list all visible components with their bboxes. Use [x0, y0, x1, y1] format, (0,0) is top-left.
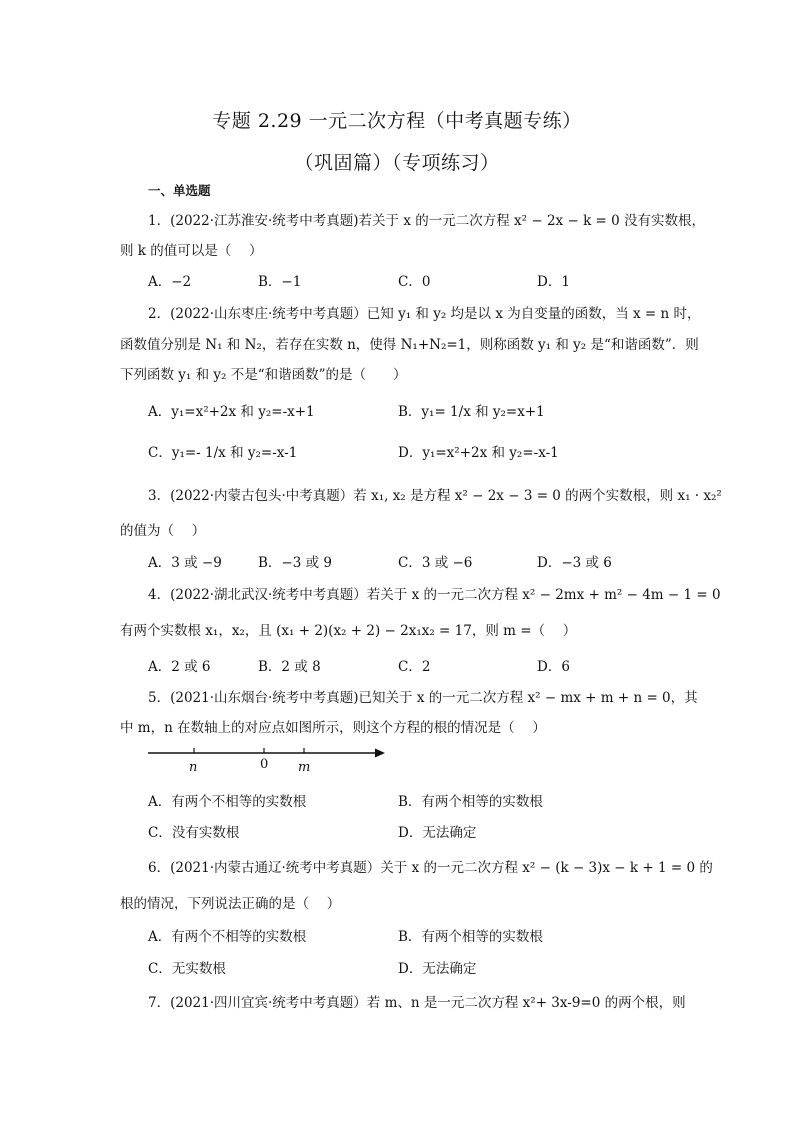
document-subtitle: （巩固篇）（专项练习） [294, 152, 500, 174]
question-4-option-c: C．2 [398, 659, 431, 675]
question-3-option-a: A．3 或 −9 [148, 555, 222, 571]
question-7-line-1: 7．(2021·四川宜宾·统考中考真题）若 m、n 是一元二次方程 x²+ 3x-9=0 的两个根，则 [148, 995, 686, 1011]
question-2-line-2: 函数值分别是 N₁ 和 N₂，若存在实数 n，使得 N₁+N₂=1，则称函数 y₁ 和 y₂ 是“和谐函数”．则 [120, 337, 699, 353]
question-1-option-d: D．1 [537, 274, 570, 290]
question-2-option-a: A．y₁=x²+2x 和 y₂=-x+1 [148, 404, 315, 420]
number-line-arrow-icon [375, 749, 385, 758]
question-6-option-d: D．无法确定 [398, 961, 477, 977]
question-3-line-1: 3．(2022·内蒙古包头·中考真题）若 x₁, x₂ 是方程 x² − 2x − 3 = 0 的两个实数根，则 x₁ · x₂² [148, 488, 722, 504]
question-3-option-c: C．3 或 −6 [398, 555, 473, 571]
question-1-option-b: B．−1 [258, 274, 302, 290]
question-6-option-a: A．有两个不相等的实数根 [148, 929, 307, 945]
question-4-option-a: A．2 或 6 [148, 659, 211, 675]
question-5-option-d: D．无法确定 [398, 825, 477, 841]
question-5-option-c: C．没有实数根 [148, 825, 240, 841]
question-6-line-1: 6．(2021·内蒙古通辽·统考中考真题）关于 x 的一元二次方程 x² − (k − 3)x − k + 1 = 0 的 [148, 860, 713, 876]
question-2-line-1: 2．(2022·山东枣庄·统考中考真题）已知 y₁ 和 y₂ 均是以 x 为自变量的函数，当 x = n 时， [148, 306, 701, 322]
question-3-option-d: D．−3 或 6 [537, 555, 612, 571]
document-title: 专题 2.29 一元二次方程（中考真题专练） [212, 110, 582, 132]
label-m: m [298, 760, 311, 775]
question-6-option-b: B．有两个相等的实数根 [398, 929, 543, 945]
question-2-line-3: 下列函数 y₁ 和 y₂ 不是“和谐函数”的是（ ） [120, 367, 407, 383]
question-2-option-c: C．y₁=- 1/x 和 y₂=-x-1 [148, 445, 298, 461]
question-1-option-c: C．0 [398, 274, 431, 290]
section-heading: 一、单选题 [148, 183, 211, 198]
question-1-line-2: 则 k 的值可以是（ ） [120, 243, 263, 259]
question-3-line-2: 的值为（ ） [120, 523, 206, 539]
question-4-option-d: D．6 [537, 659, 570, 675]
question-4-option-b: B．2 或 8 [258, 659, 321, 675]
question-4-line-2: 有两个实数根 x₁，x₂，且 (x₁ + 2)(x₂ + 2) − 2x₁x₂ = 17，则 m =（ ） [120, 623, 577, 639]
number-line-figure [145, 741, 395, 781]
question-6-line-2: 根的情况，下列说法正确的是（ ） [120, 896, 341, 912]
question-1-option-a: A．−2 [148, 274, 192, 290]
question-1-line-1: 1．(2022·江苏淮安·统考中考真题)若关于 x 的一元二次方程 x² − 2x − k = 0 没有实数根， [148, 213, 706, 229]
question-5-line-2: 中 m，n 在数轴上的对应点如图所示，则这个方程的根的情况是（ ） [120, 720, 546, 736]
question-2-option-d: D．y₁=x²+2x 和 y₂=-x-1 [398, 445, 559, 461]
question-5-line-1: 5．(2021·山东烟台·统考中考真题)已知关于 x 的一元二次方程 x² − mx + m + n = 0，其 [148, 690, 698, 706]
label-zero: 0 [260, 757, 269, 772]
question-6-option-c: C．无实数根 [148, 961, 226, 977]
question-3-option-b: B．−3 或 9 [258, 555, 332, 571]
question-5-option-b: B．有两个相等的实数根 [398, 794, 543, 810]
question-4-line-1: 4．(2022·湖北武汉·统考中考真题）若关于 x 的一元二次方程 x² − 2mx + m² − 4m − 1 = 0 [148, 587, 721, 603]
question-5-option-a: A．有两个不相等的实数根 [148, 794, 307, 810]
label-n: n [189, 760, 198, 775]
question-2-option-b: B．y₁= 1/x 和 y₂=x+1 [398, 404, 545, 420]
